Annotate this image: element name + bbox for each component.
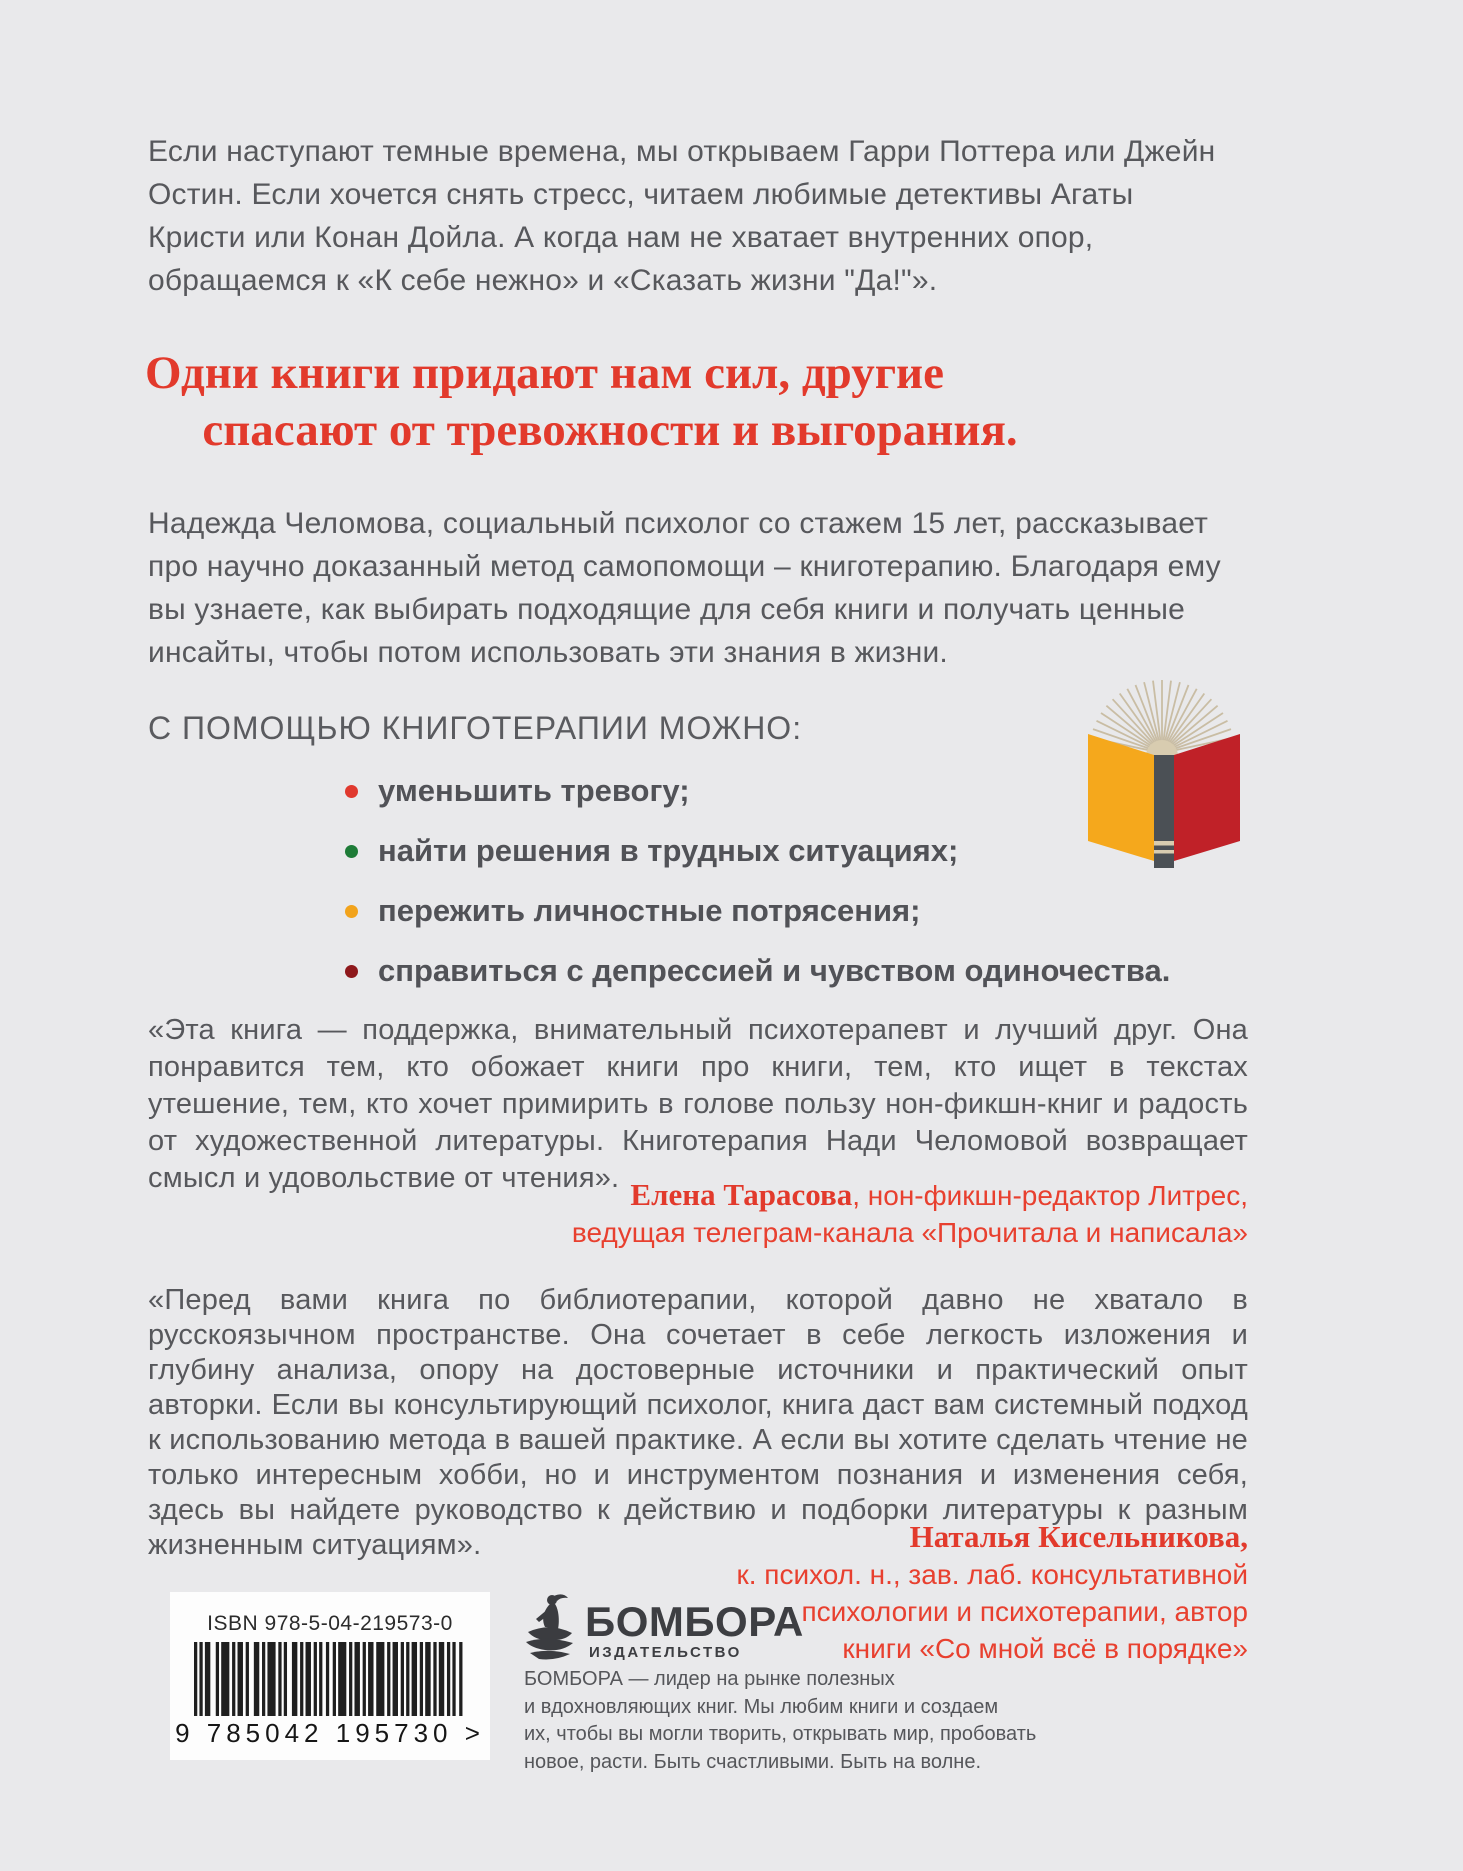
bullet-dot-icon bbox=[345, 845, 358, 858]
author-name: Елена Тарасова bbox=[630, 1177, 853, 1212]
bullet-dot-icon bbox=[345, 965, 358, 978]
publisher-name: БОМБОРА bbox=[585, 1598, 804, 1645]
open-book-icon bbox=[1088, 680, 1240, 870]
quote-1: «Эта книга — поддержка, внимательный психотерапевт и лучший друг. Она понравится тем, кто обожает книги про книги, тем, кто ищет в текстах утешение, тем, кто хочет примирить в голове пользу нон-фикшн-книг и радость от художественной литературы. Книготерапия Нади Челомовой возвращает смысл и удовольствие от чтения». bbox=[148, 1014, 1248, 1194]
author-name-comma: , bbox=[1240, 1519, 1248, 1554]
attribution-line bbox=[448, 1518, 1248, 1556]
publisher-description-line: БОМБОРА — лидер на рынке полезных bbox=[524, 1668, 895, 1690]
barcode-digits: 9 785042 195730 > bbox=[175, 1718, 485, 1748]
booktherapy-list bbox=[345, 770, 1171, 1010]
author-credentials: психологии и психотерапии, автор bbox=[801, 1596, 1248, 1627]
author-credentials: книги «Со мной всё в порядке» bbox=[842, 1633, 1248, 1664]
headline-line-2: спасают от тревожности и выгорания. bbox=[202, 404, 1018, 456]
publisher-description-line: новое, расти. Быть счастливыми. Быть на волне. bbox=[524, 1750, 982, 1773]
headline bbox=[145, 345, 1075, 459]
booktherapy-heading: С ПОМОЩЬЮ КНИГОТЕРАПИИ МОЖНО: bbox=[148, 710, 803, 746]
bullet-dot-icon bbox=[345, 785, 358, 798]
list-item bbox=[345, 830, 1135, 890]
publisher-description bbox=[524, 1666, 1064, 1776]
list-item-label: уменьшить тревогу; bbox=[378, 773, 690, 808]
author-name: Наталья Кисельникова bbox=[909, 1519, 1241, 1554]
author-role-line2: ведущая телеграм-канала «Прочитала и написала» bbox=[571, 1217, 1248, 1248]
author-credentials: к. психол. н., зав. лаб. консультативной bbox=[736, 1559, 1248, 1590]
isbn-label: ISBN 978-5-04-219573-0 bbox=[207, 1612, 453, 1635]
list-item bbox=[345, 770, 1135, 830]
list-item-label: справиться с депрессией и чувством одиночества. bbox=[378, 953, 1171, 988]
surfer-on-wave-icon bbox=[524, 1594, 576, 1660]
attribution-line bbox=[448, 1176, 1248, 1214]
author-role: , нон-фикшн-редактор Литрес, bbox=[852, 1180, 1248, 1211]
publisher-description-line: их, чтобы вы могли творить, открывать мир, пробовать bbox=[524, 1723, 1037, 1745]
list-item bbox=[345, 890, 1135, 950]
publisher-description-line: и вдохновляющих книг. Мы любим книги и создаем bbox=[524, 1695, 999, 1718]
list-item-label: найти решения в трудных ситуациях; bbox=[378, 833, 959, 868]
list-item-label: пережить личностные потрясения; bbox=[378, 893, 921, 928]
publisher-subtitle: ИЗДАТЕЛЬСТВО bbox=[589, 1644, 742, 1661]
barcode-icon bbox=[194, 1642, 466, 1716]
headline-line-1: Одни книги придают нам сил, другие bbox=[145, 347, 944, 399]
isbn-barcode-box bbox=[170, 1592, 490, 1760]
quote-1-attribution bbox=[448, 1176, 1248, 1251]
list-item bbox=[345, 950, 1171, 1010]
about-paragraph: Надежда Челомова, социальный психолог со стажем 15 лет, рассказывает про научно доказанный метод самопомощи – книготерапию. Благодаря ему вы узнаете, как выбирать подходящие для себя книги и получать ценные инсайты, чтобы потом использовать эти знания в жизни. bbox=[148, 507, 1221, 669]
intro-paragraph: Если наступают темные времена, мы открываем Гарри Поттера или Джейн Остин. Если хочется снять стресс, читаем любимые детективы Агаты Кристи или Конан Дойла. А когда нам не хватает внутренних опор, обращаемся к «К себе нежно» и «Сказать жизни "Да!"». bbox=[148, 135, 1216, 297]
quote-2: «Перед вами книга по библиотерапии, которой давно не хватало в русскоязычном пространстве. Она сочетает в себе легкость изложения и глубину анализа, опору на достоверные источники и практический опыт авторки. Если вы консультирующий психолог, книга даст вам системный подход к использованию метода в вашей практике. А если вы хотите сделать чтение не только интересным хобби, но и инструментом познания и изменения себя, здесь вы найдете руководство к действию и подборки литературы к разным жизненным ситуациям». bbox=[148, 1284, 1248, 1561]
bullet-dot-icon bbox=[345, 905, 358, 918]
